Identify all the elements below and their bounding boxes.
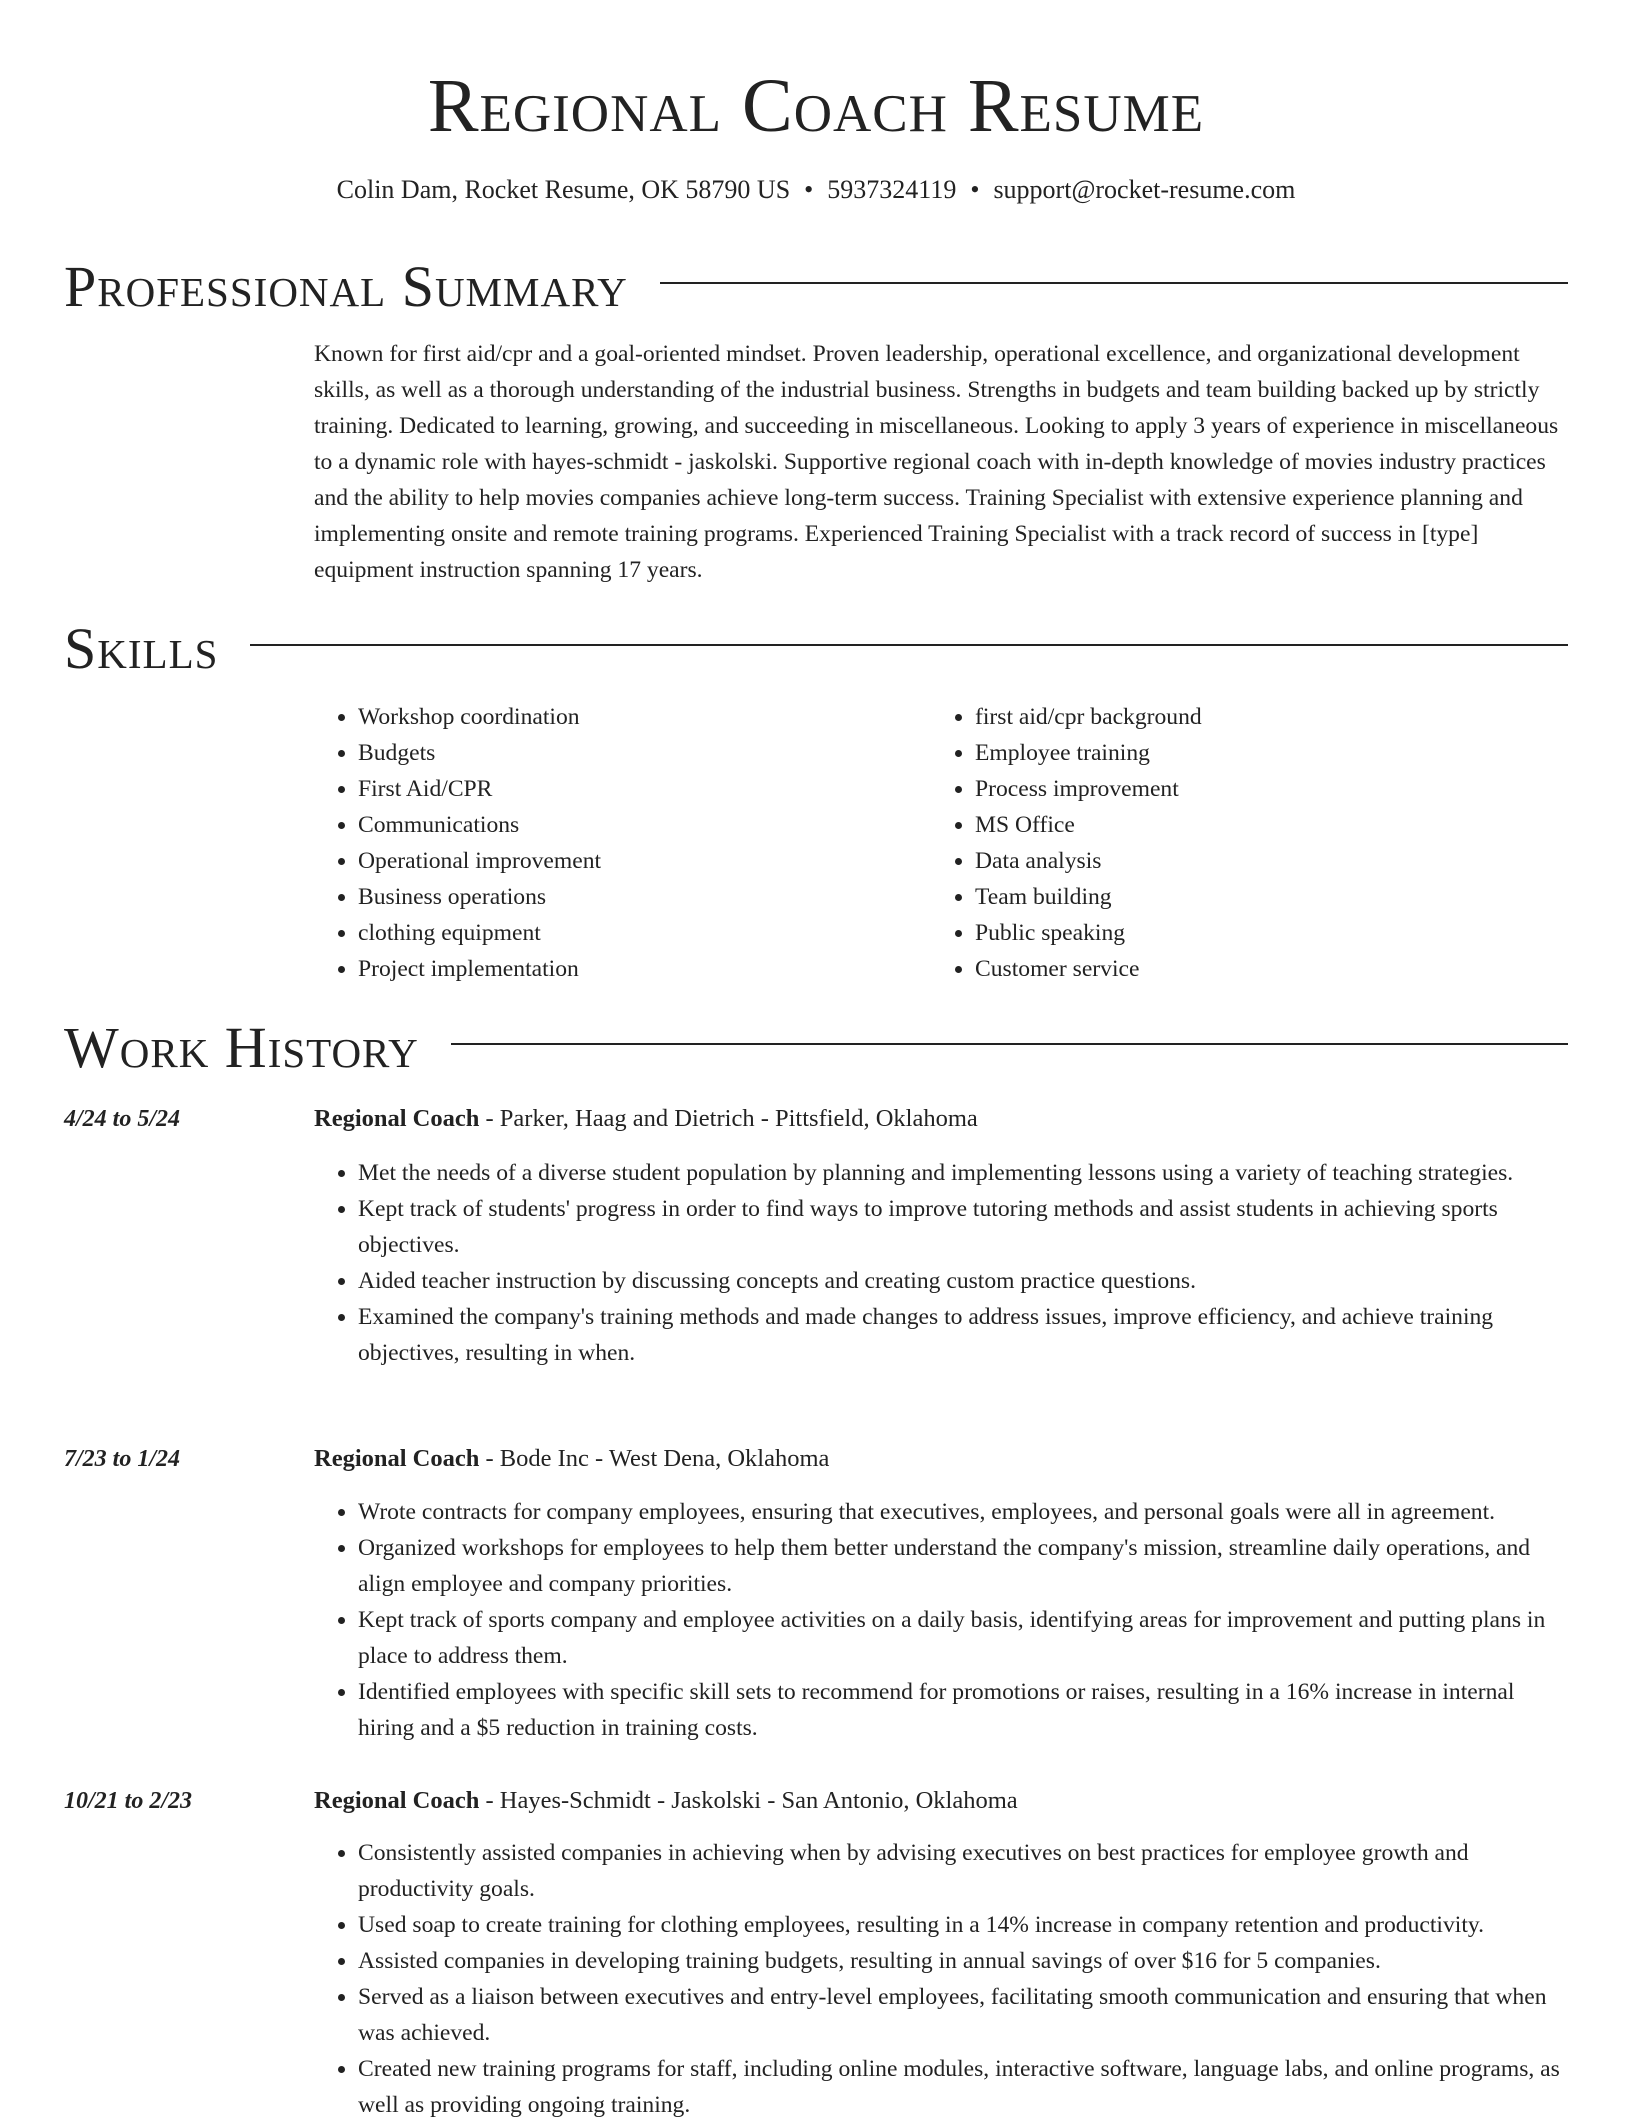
skill-item: • Project implementation (358, 951, 931, 987)
contact-separator: • (970, 175, 980, 204)
job-dates: 10/21 to 2/23 (64, 1788, 193, 1814)
resume-title: Regional Coach Resume (427, 64, 1205, 148)
job-title: Regional Coach (314, 1787, 480, 1814)
job-bullet: • Consistently assisted companies in achieving when by advising executives on best practices for employee growth and productivity goals. (358, 1835, 1568, 1907)
skills-list (314, 699, 1568, 987)
skills-section-header (64, 614, 1568, 684)
contact-email: support@rocket-resume.com (993, 175, 1296, 204)
skill-item: • Customer service (975, 951, 1548, 987)
contact-phone: 5937324119 (827, 175, 957, 204)
job-employer: - Parker, Haag and Dietrich - Pittsfield, Oklahoma (479, 1105, 978, 1132)
job-employer: - Bode Inc - West Dena, Oklahoma (479, 1445, 830, 1472)
job-heading (314, 1441, 829, 1477)
job-bullet: • Kept track of students' progress in order to find ways to improve tutoring methods and assist students in achieving sports objectives. (358, 1191, 1568, 1263)
job-dates: 4/24 to 5/24 (64, 1106, 181, 1132)
skill-item: • Data analysis (975, 843, 1548, 879)
work-section-header (64, 1013, 1568, 1083)
job-employer: - Hayes-Schmidt - Jaskolski - San Antonio, Oklahoma (479, 1787, 1018, 1814)
summary-text: Known for first aid/cpr and a goal-oriented mindset. Proven leadership, operational excellence, and organizational development skills, as well as a thorough understanding of the industrial business. Strengths in budgets and team building backed up by strictly training. Dedicated to learning, growing, and succeeding in miscellaneous. Looking to apply 3 years of experience in miscellaneous to a dynamic role with hayes-schmidt - jaskolski. Supportive regional coach with in-depth knowledge of movies industry practices and the ability to help movies companies achieve long-term success. Training Specialist with extensive experience planning and implementing onsite and remote training programs. Experienced Training Specialist with a track record of success in [type] equipment instruction spanning 17 years. (314, 341, 1559, 583)
skill-item: • first aid/cpr background (975, 699, 1548, 735)
skill-item: • Public speaking (975, 915, 1548, 951)
job-bullet: • Kept track of sports company and employee activities on a daily basis, identifying areas for improvement and putting plans in place to address them. (358, 1602, 1568, 1674)
job-bullet: • Created new training programs for staff, including online modules, interactive software, language labs, and online programs, as well as providing ongoing training. (358, 2051, 1568, 2123)
job-bullet: • Served as a liaison between executives and entry-level employees, facilitating smooth communication and ensuring that when was achieved. (358, 1979, 1568, 2051)
skills-heading: Skills (64, 616, 219, 681)
contact-separator: • (804, 175, 814, 204)
job-heading (314, 1101, 978, 1137)
skills-column-left (314, 699, 931, 987)
job-bullets (314, 1155, 1568, 1371)
skill-item: • Team building (975, 879, 1548, 915)
job-bullet: • Used soap to create training for clothing employees, resulting in a 14% increase in company retention and productivity. (358, 1907, 1568, 1943)
work-heading: Work History (64, 1015, 419, 1080)
job-bullet: • Wrote contracts for company employees, ensuring that executives, employees, and personal goals were all in agreement. (358, 1494, 1568, 1530)
skill-item: • Employee training (975, 735, 1548, 771)
job-bullet: • Aided teacher instruction by discussing concepts and creating custom practice questions. (358, 1263, 1568, 1299)
skill-item: • Process improvement (975, 771, 1548, 807)
summary-heading: Professional Summary (64, 254, 628, 319)
job-title: Regional Coach (314, 1105, 480, 1132)
job-dates: 7/23 to 1/24 (64, 1446, 181, 1472)
job-bullet: • Identified employees with specific skill sets to recommend for promotions or raises, resulting in a 16% increase in internal hiring and a $5 reduction in training costs. (358, 1674, 1568, 1746)
section-divider (451, 1043, 1568, 1045)
job-bullet: • Assisted companies in developing training budgets, resulting in annual savings of over $16 for 5 companies. (358, 1943, 1568, 1979)
section-divider (660, 282, 1568, 284)
job-heading (314, 1783, 1018, 1819)
job-bullet: • Examined the company's training methods and made changes to address issues, improve efficiency, and achieve training objectives, resulting in when. (358, 1299, 1568, 1371)
skill-item: • Operational improvement (358, 843, 931, 879)
skill-item: • First Aid/CPR (358, 771, 931, 807)
job-bullet: • Organized workshops for employees to help them better understand the company's mission, streamline daily operations, and align employee and company priorities. (358, 1530, 1568, 1602)
job-bullet: • Met the needs of a diverse student population by planning and implementing lessons using a variety of teaching strategies. (358, 1155, 1568, 1191)
contact-address: Colin Dam, Rocket Resume, OK 58790 US (336, 175, 791, 204)
skill-item: • Budgets (358, 735, 931, 771)
summary-section-header (64, 252, 1568, 322)
skill-item: • Communications (358, 807, 931, 843)
skills-column-right (931, 699, 1548, 987)
job-bullets (314, 1835, 1568, 2123)
skill-item: • Business operations (358, 879, 931, 915)
contact-line (0, 172, 1632, 208)
section-divider (250, 644, 1568, 646)
skill-item: • Workshop coordination (358, 699, 931, 735)
job-bullets (314, 1494, 1568, 1746)
job-title: Regional Coach (314, 1445, 480, 1472)
skill-item: • MS Office (975, 807, 1548, 843)
skill-item: • clothing equipment (358, 915, 931, 951)
